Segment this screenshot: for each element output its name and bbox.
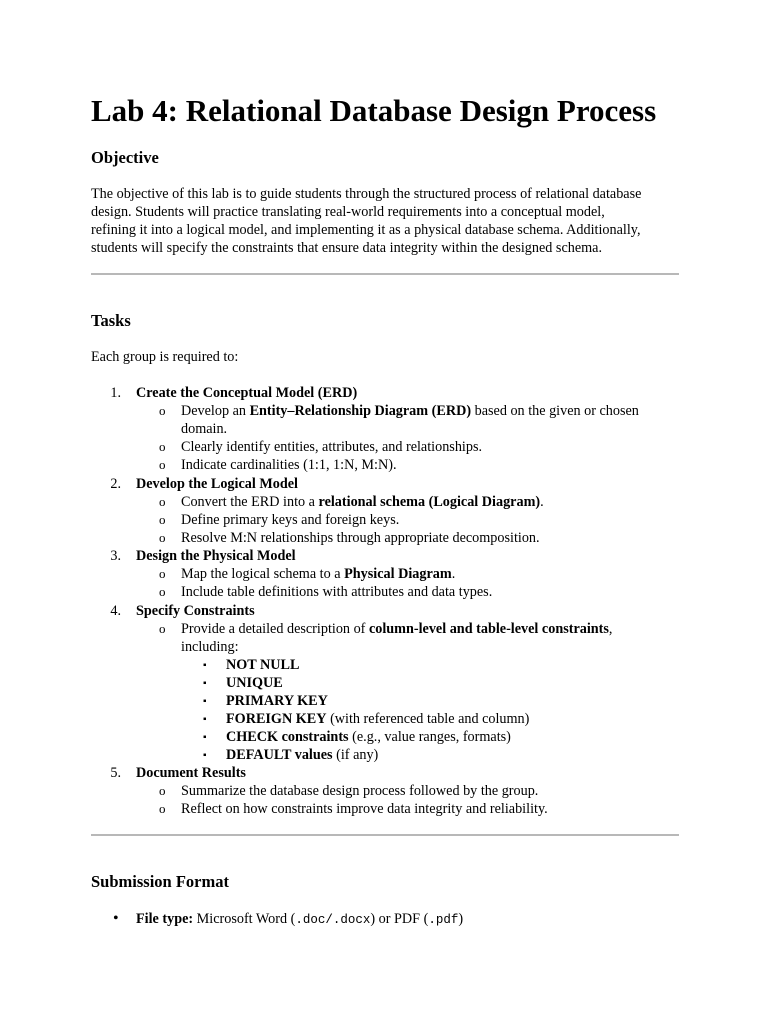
task-title: Develop the Logical Model — [136, 476, 298, 492]
subtask-text: Indicate cardinalities (1:1, 1:N, M:N). — [181, 457, 397, 473]
circle-bullet-icon: o — [159, 566, 166, 581]
constraint-name: CHECK constraints — [226, 729, 349, 745]
task-number: 1. — [110, 385, 121, 401]
square-bullet-icon: ▪ — [203, 750, 207, 761]
subtask-text: Define primary keys and foreign keys. — [181, 512, 400, 528]
constraint-name: NOT NULL — [226, 657, 300, 673]
circle-bullet-icon: o — [159, 530, 166, 545]
file-extension: .doc — [295, 913, 326, 927]
section-divider — [91, 273, 679, 275]
subtask-bold-text: relational schema (Logical Diagram) — [318, 494, 541, 510]
subtask-text: , — [608, 621, 613, 637]
page-title: Lab 4: Relational Database Design Process — [91, 93, 657, 128]
objective-line: refining it into a logical model, and implementing it as a physical database schema. Additionally, — [91, 222, 641, 238]
tasks-heading: Tasks — [91, 311, 131, 330]
square-bullet-icon: ▪ — [203, 714, 207, 725]
subtask-text: based on the given or chosen — [471, 403, 639, 419]
subtask-text: Resolve M:N relationships through appropriate decomposition. — [181, 530, 540, 546]
tasks-intro: Each group is required to: — [91, 349, 239, 365]
task-number: 3. — [110, 548, 121, 564]
subtask-bold-text: column-level and table-level constraints — [368, 621, 609, 637]
square-bullet-icon: ▪ — [203, 732, 207, 743]
subtask-text: Map the logical schema to a — [181, 566, 345, 582]
constraint-name: PRIMARY KEY — [226, 693, 328, 709]
square-bullet-icon: ▪ — [203, 696, 207, 707]
subtask-bold-text: Physical Diagram — [344, 566, 452, 582]
file-type-text: ) — [458, 911, 464, 927]
task-title: Document Results — [136, 765, 246, 781]
file-extension-separator: / — [325, 913, 333, 927]
objective-heading: Objective — [91, 148, 159, 167]
circle-bullet-icon: o — [159, 783, 166, 798]
task-number: 5. — [110, 765, 121, 781]
circle-bullet-icon: o — [159, 457, 166, 472]
bullet-icon: • — [113, 910, 119, 927]
task-title: Design the Physical Model — [136, 548, 296, 564]
circle-bullet-icon: o — [159, 512, 166, 527]
subtask-text: Convert the ERD into a — [181, 494, 319, 510]
file-type-text: ) or PDF ( — [370, 911, 429, 927]
file-extension: .docx — [332, 913, 371, 927]
file-type-text: Microsoft Word ( — [193, 911, 296, 927]
section-divider — [91, 834, 679, 836]
subtask-text: . — [540, 494, 544, 510]
constraint-note: (with referenced table and column) — [326, 711, 530, 727]
constraint-name: DEFAULT values — [226, 747, 333, 763]
task-title: Create the Conceptual Model (ERD) — [136, 385, 358, 401]
circle-bullet-icon: o — [159, 621, 166, 636]
task-number: 2. — [110, 476, 121, 492]
constraint-name: FOREIGN KEY — [226, 711, 327, 727]
constraint-name: UNIQUE — [226, 675, 283, 691]
task-number: 4. — [110, 603, 121, 619]
constraint-note: (if any) — [332, 747, 379, 763]
circle-bullet-icon: o — [159, 584, 166, 599]
objective-line: design. Students will practice translating real-world requirements into a conceptual model, — [91, 204, 605, 220]
subtask-text: Develop an — [181, 403, 250, 419]
file-extension: .pdf — [428, 913, 459, 927]
subtask-text: including: — [181, 639, 239, 655]
circle-bullet-icon: o — [159, 403, 166, 418]
square-bullet-icon: ▪ — [203, 660, 207, 671]
subtask-text: Clearly identify entities, attributes, and relationships. — [181, 439, 483, 455]
objective-line: The objective of this lab is to guide students through the structured process of relational database — [91, 186, 642, 202]
file-type-label: File type: — [136, 911, 194, 927]
square-bullet-icon: ▪ — [203, 678, 207, 689]
task-title: Specify Constraints — [136, 603, 255, 619]
subtask-text: Reflect on how constraints improve data integrity and reliability. — [181, 801, 548, 817]
subtask-text: Include table definitions with attributes and data types. — [181, 584, 493, 600]
subtask-bold-text: Entity–Relationship Diagram (ERD) — [249, 403, 472, 419]
subtask-text: Summarize the database design process followed by the group. — [181, 783, 539, 799]
subtask-text: Provide a detailed description of — [181, 621, 369, 637]
constraint-note: (e.g., value ranges, formats) — [348, 729, 511, 745]
submission-heading: Submission Format — [91, 872, 229, 891]
objective-line: students will specify the constraints that ensure data integrity within the designed schema. — [91, 240, 603, 256]
circle-bullet-icon: o — [159, 494, 166, 509]
subtask-text: domain. — [181, 421, 228, 437]
subtask-text: . — [451, 566, 456, 582]
circle-bullet-icon: o — [159, 801, 166, 816]
circle-bullet-icon: o — [159, 439, 166, 454]
